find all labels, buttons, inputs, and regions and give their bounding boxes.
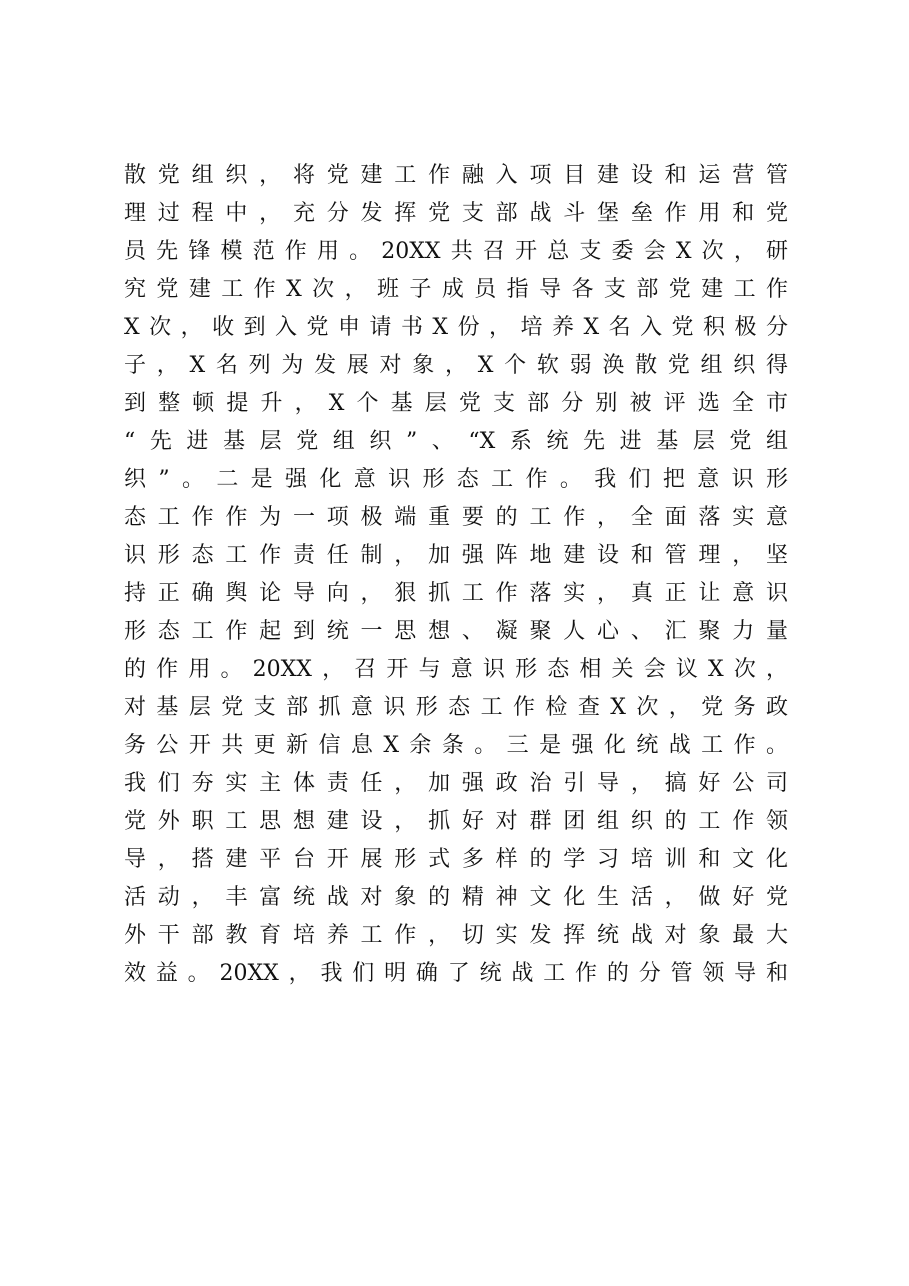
text-line: 的作用。20XX，召开与意识形态相关会议X次，: [124, 657, 788, 682]
text-line: 效益。20XX，我们明确了统战工作的分管领导和: [124, 961, 788, 986]
text-line: 形态工作起到统一思想、凝聚人心、汇聚力量: [124, 619, 788, 644]
text-line: 员先锋模范作用。20XX共召开总支委会X次，研: [124, 239, 788, 264]
text-line: 党外职工思想建设，抓好对群团组织的工作领: [124, 809, 788, 834]
text-line: 子，X名列为发展对象，X个软弱涣散党组织得: [124, 353, 788, 378]
text-line: 外干部教育培养工作，切实发挥统战对象最大: [124, 923, 788, 948]
text-line: 织”。二是强化意识形态工作。我们把意识形: [124, 467, 788, 492]
text-line: 务公开共更新信息X余条。三是强化统战工作。: [124, 733, 788, 758]
text-line: 持正确舆论导向，狠抓工作落实，真正让意识: [124, 581, 788, 606]
text-line: 识形态工作责任制，加强阵地建设和管理，坚: [124, 543, 788, 568]
text-line: 散党组织，将党建工作融入项目建设和运营管: [124, 163, 788, 188]
text-line: 我们夯实主体责任，加强政治引导，搞好公司: [124, 771, 788, 796]
text-line: 究党建工作X次，班子成员指导各支部党建工作: [124, 277, 788, 302]
text-line: 导，搭建平台开展形式多样的学习培训和文化: [124, 847, 788, 872]
body-text: [124, 157, 788, 993]
text-line: 到整顿提升，X个基层党支部分别被评选全市: [124, 391, 788, 416]
text-line: X次，收到入党申请书X份，培养X名入党积极分: [124, 315, 788, 340]
text-line: 态工作作为一项极端重要的工作，全面落实意: [124, 505, 788, 530]
text-line: 理过程中，充分发挥党支部战斗堡垒作用和党: [124, 201, 788, 226]
text-line: 活动，丰富统战对象的精神文化生活，做好党: [124, 885, 788, 910]
text-line: “先进基层党组织”、“X系统先进基层党组: [124, 429, 788, 454]
text-line: 对基层党支部抓意识形态工作检查X次，党务政: [124, 695, 788, 720]
